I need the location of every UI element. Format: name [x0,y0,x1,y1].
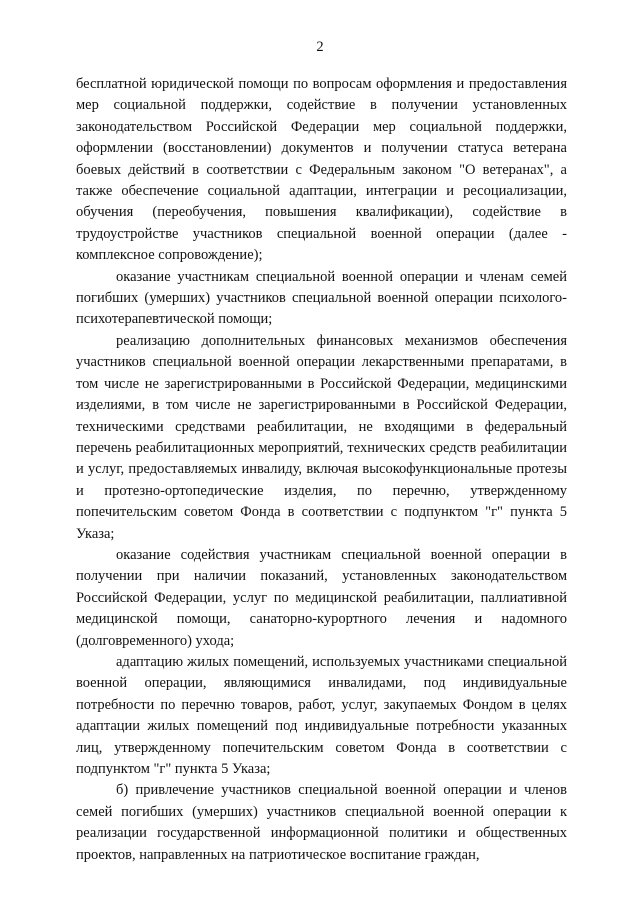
paragraph-housing-adaptation: адаптацию жилых помещений, используемых участниками специальной военной операции, являющимися инвалидами, под индивидуальные потребности по перечню товаров, работ, услуг, закупаемых Фондом в целях адаптации жилых помещений под индивидуальные потребности указанных лиц, утвержденному попечительским советом Фонда в соответствии с подпунктом "г" пункта 5 Указа; [76,653,567,777]
paragraph-item-b: б) привлечение участников специальной военной операции и членов семей погибших (умерших) участников специальной военной операции к реализации государственной информационной политики и общественных проектов, направленных на патриотическое воспитание граждан, [76,782,567,863]
page-number: 2 [316,39,324,55]
paragraph-financial-mechanisms: реализацию дополнительных финансовых механизмов обеспечения участников специальной военной операции лекарственными препаратами, в том числе не зарегистрированными в Российской Федерации, медицинскими изделиями, в том числе не зарегистрированными в Российской Федерации, техническими средствами реабилитации, не входящими в федеральный перечень реабилитационных мероприятий, технических средств реабилитации и услуг, предоставляемых инвалиду, включая высокофункциональные протезы и протезно-ортопедические изделия, по перечню, утвержденному попечительским советом Фонда в соответствии с подпунктом "г" пункта 5 Указа; [76,332,567,542]
paragraph-continuation: бесплатной юридической помощи по вопросам оформления и предоставления мер социальной поддержки, содействие в получении установленных законодательством Российской Федерации мер социальной поддержки, оформлении (восстановлении) документов и получении статуса ветерана боевых действий в соответствии с Федеральным законом "О ветеранах", а также обеспечение социальной адаптации, интеграции и ресоциализации, обучения (переобучения, повышения квалификации), содействие в трудоустройстве участников специальной военной операции (далее - комплексное сопровождение); [76,76,567,264]
document-body [76,74,567,866]
paragraph-medical-rehabilitation: оказание содействия участникам специальной военной операции в получении при наличии показаний, установленных законодательством Российской Федерации, услуг по медицинской реабилитации, паллиативной медицинской помощи, санаторно-курортного лечения и надомного (долговременного) ухода; [76,546,567,649]
paragraph-psychological-help: оказание участникам специальной военной операции и членам семей погибших (умерших) участников специальной военной операции психолого-психотерапевтической помощи; [76,268,567,328]
